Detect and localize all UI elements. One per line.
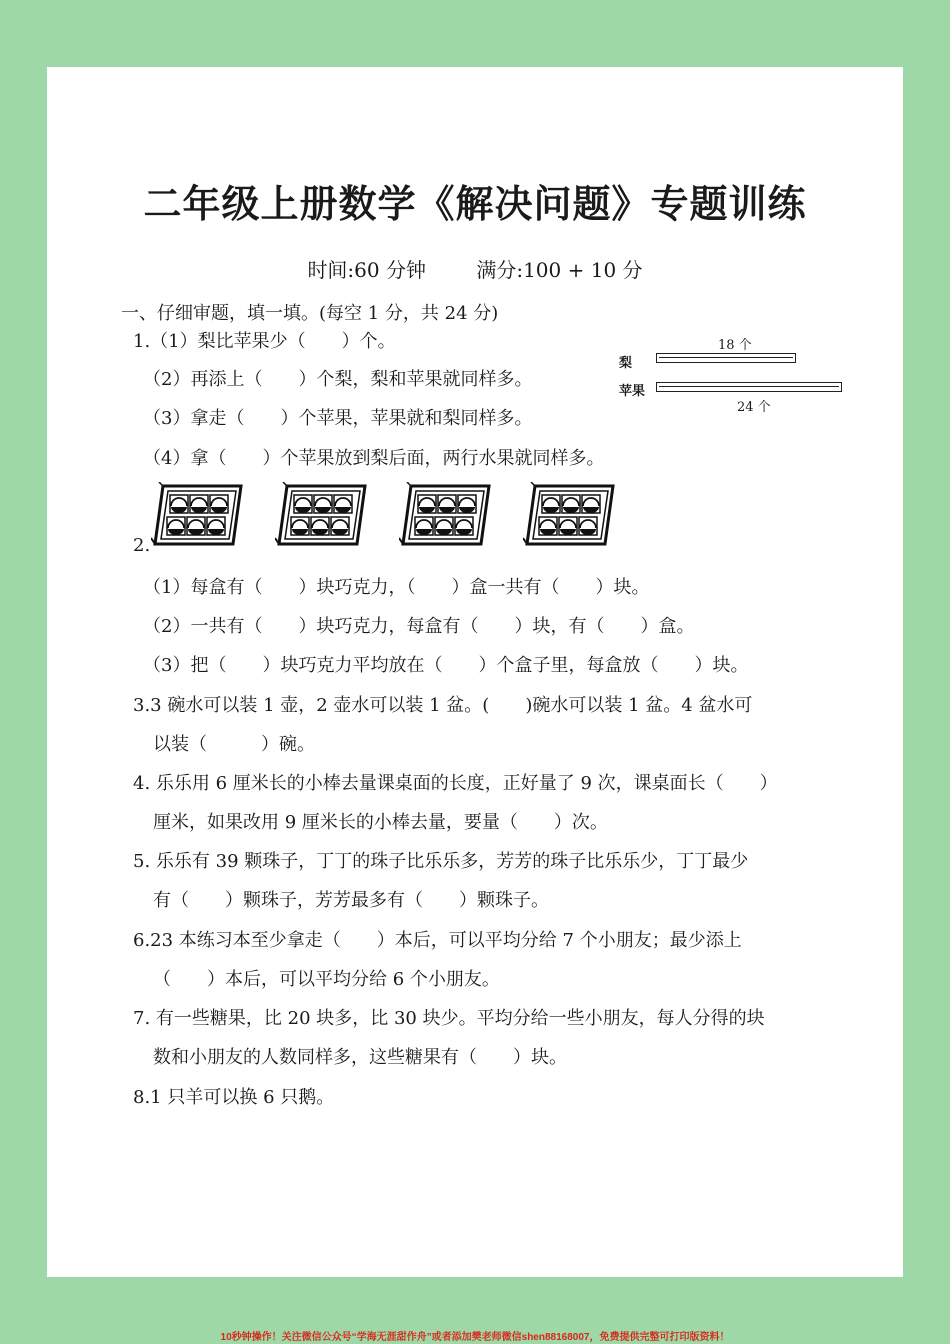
q7-line-1: 7. 有一些糖果，比 20 块多，比 30 块少。平均分给一些小朋友，每人分得的块	[133, 1008, 765, 1029]
page-title: 二年级上册数学《解决问题》专题训练	[143, 181, 807, 226]
chocolate-box	[275, 482, 367, 548]
q1-line-4: （4）拿（ ）个苹果放到梨后面，两行水果就同样多。	[143, 448, 605, 469]
q7-line-2: 数和小朋友的人数同样多，这些糖果有（ ）块。	[153, 1047, 567, 1068]
pear-label: 梨	[619, 356, 633, 371]
q4-line-1: 4. 乐乐用 6 厘米长的小棒去量课桌面的长度，正好量了 9 次，课桌面长（ ）	[133, 773, 778, 794]
q3-line-1: 3.3 碗水可以装 1 壶，2 壶水可以装 1 盆。( )碗水可以装 1 盆。4 盆水可	[133, 695, 753, 716]
exam-score: 满分:100 + 10 分	[476, 258, 643, 282]
exam-meta	[47, 254, 903, 283]
q8-line-1: 8.1 只羊可以换 6 只鹅。	[133, 1087, 335, 1108]
pear-count-label: 18 个	[718, 338, 752, 353]
q2-line-2: （2）一共有（ ）块巧克力，每盒有（ ）块，有（ ）盒。	[143, 616, 695, 637]
chocolate-box	[151, 482, 243, 548]
fruit-bar-diagram	[613, 332, 853, 415]
chocolate-box	[399, 482, 491, 548]
q1-line-2: （2）再添上（ ）个梨，梨和苹果就同样多。	[143, 369, 533, 390]
q2-line-3: （3）把（ ）块巧克力平均放在（ ）个盒子里，每盒放（ ）块。	[143, 655, 749, 676]
exam-time: 时间:60 分钟	[307, 258, 426, 282]
q1-line-1: 1.（1）梨比苹果少（ ）个。	[133, 331, 396, 352]
q2-line-1: （1）每盒有（ ）块巧克力，（ ）盒一共有（ ）块。	[143, 577, 650, 598]
footer-note: 10秒钟操作！关注微信公众号“学海无涯甜作舟”或者添加樊老师微信shen88168007，免费提供完整可打印版资料！	[220, 1332, 730, 1343]
q6-line-2: （ ）本后，可以平均分给 6 个小朋友。	[153, 969, 500, 990]
q1-line-3: （3）拿走（ ）个苹果，苹果就和梨同样多。	[143, 408, 533, 429]
q4-line-2: 厘米，如果改用 9 厘米长的小棒去量，要量（ ）次。	[153, 812, 608, 833]
worksheet-page	[47, 67, 903, 1277]
q2-number: 2.	[133, 535, 151, 556]
apple-count-label: 24 个	[737, 400, 771, 415]
section-heading: 一、仔细审题，填一填。(每空 1 分，共 24 分)	[121, 303, 499, 324]
apple-bar	[656, 382, 842, 392]
chocolate-boxes	[151, 482, 631, 554]
q6-line-1: 6.23 本练习本至少拿走（ ）本后，可以平均分给 7 个小朋友；最少添上	[133, 930, 742, 951]
q3-line-2: 以装（ ）碗。	[153, 734, 315, 755]
q5-line-2: 有（ ）颗珠子，芳芳最多有（ ）颗珠子。	[153, 890, 549, 911]
chocolate-box	[523, 482, 615, 548]
apple-label: 苹果	[619, 384, 646, 399]
pear-bar	[656, 353, 796, 363]
q5-line-1: 5. 乐乐有 39 颗珠子，丁丁的珠子比乐乐多，芳芳的珠子比乐乐少，丁丁最少	[133, 851, 749, 872]
